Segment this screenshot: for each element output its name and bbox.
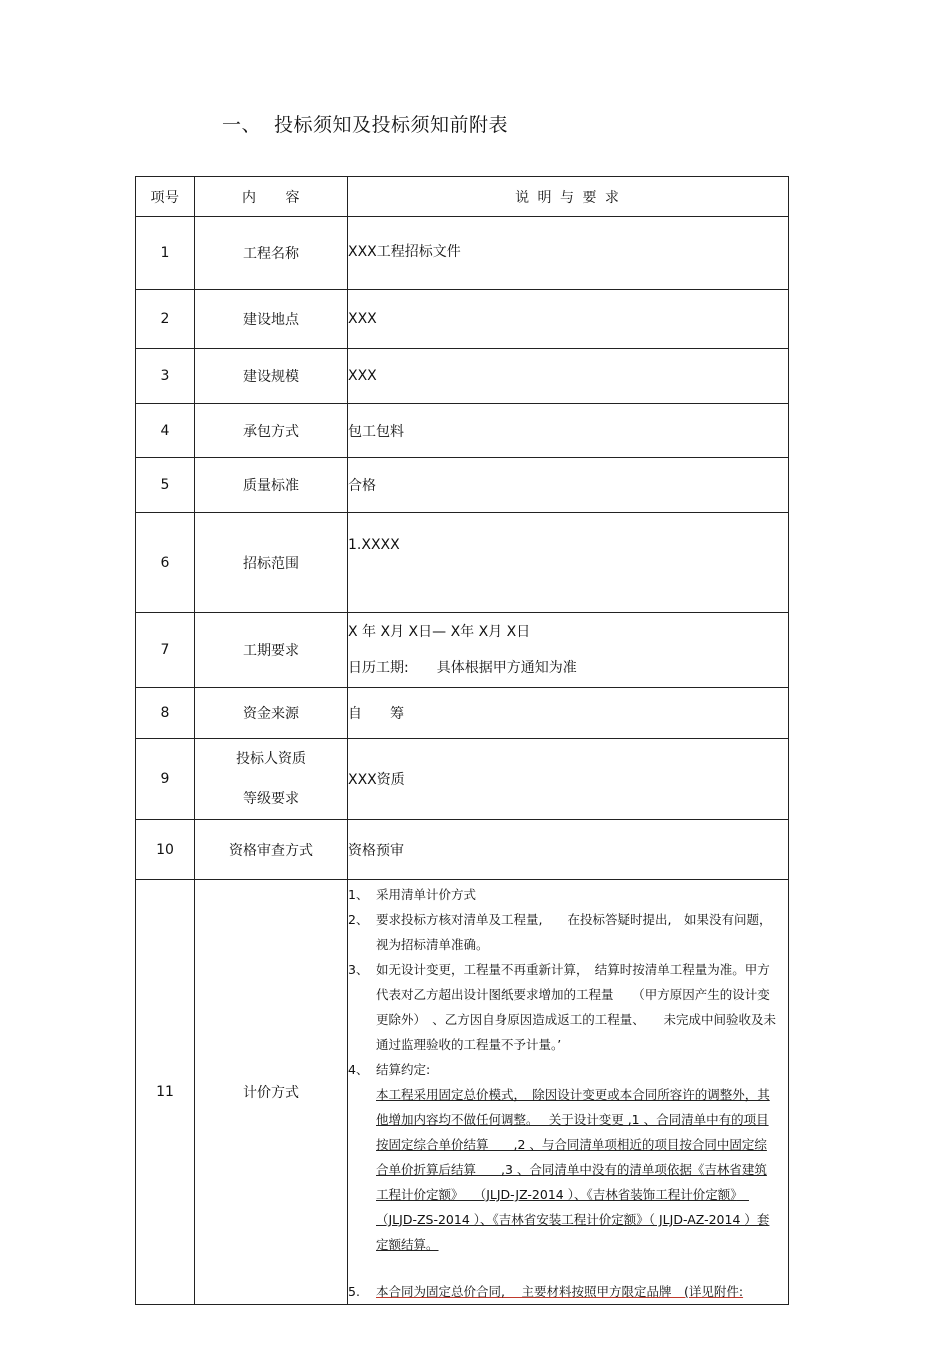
heading-number: 一、 xyxy=(222,114,262,136)
row-item: 承包方式 xyxy=(195,404,348,458)
table-header-row xyxy=(136,177,789,217)
row-item xyxy=(195,739,348,820)
row-desc: 自 筹 xyxy=(348,688,789,739)
table-row xyxy=(136,458,789,513)
page-heading xyxy=(222,110,508,137)
row-desc xyxy=(348,613,789,688)
row-num: 1 xyxy=(136,217,195,290)
row-num: 9 xyxy=(136,739,195,820)
table-row xyxy=(136,404,789,458)
row-num: 3 xyxy=(136,349,195,404)
table-row xyxy=(136,880,789,1305)
row-item: 资金来源 xyxy=(195,688,348,739)
rule-item: 5. 本合同为固定总价合同, 主要材料按照甲方限定品牌 (详见附件: xyxy=(348,1284,744,1299)
row-num: 10 xyxy=(136,820,195,880)
row-num: 2 xyxy=(136,290,195,349)
table-row xyxy=(136,613,789,688)
table-row xyxy=(136,820,789,880)
header-desc: 说 明 与 要 求 xyxy=(348,177,789,217)
row-num: 4 xyxy=(136,404,195,458)
row-item-line1: 投标人资质 xyxy=(236,751,306,767)
row-desc: 资格预审 xyxy=(348,820,789,880)
row-desc: XXX工程招标文件 xyxy=(348,217,789,290)
schedule-dates: X 年 X月 X日— X年 X月 X日 xyxy=(348,624,531,640)
row-desc: 包工包料 xyxy=(348,404,789,458)
row-item: 招标范围 xyxy=(195,513,348,613)
row-desc: XXX资质 xyxy=(348,739,789,820)
row-item: 建设地点 xyxy=(195,290,348,349)
row-item-line2: 等级要求 xyxy=(243,791,299,807)
row-desc: XXX xyxy=(348,349,789,404)
table-row xyxy=(136,349,789,404)
row-num: 8 xyxy=(136,688,195,739)
table-row xyxy=(136,688,789,739)
table-row xyxy=(136,513,789,613)
rule-item: 1、 采用清单计价方式 xyxy=(348,887,477,902)
row-desc: XXX xyxy=(348,290,789,349)
row-num: 5 xyxy=(136,458,195,513)
row-desc: 合格 xyxy=(348,458,789,513)
bid-notice-table xyxy=(135,176,789,1305)
pricing-rules xyxy=(348,880,789,1305)
row-num: 7 xyxy=(136,613,195,688)
row-num: 6 xyxy=(136,513,195,613)
rule-item: 4、 结算约定: xyxy=(348,1062,431,1077)
rule-item: 本工程采用固定总价模式， 除因设计变更或本合同所容许的调整外，其他增加内容均不做任何调整。 关于设计变更 ,1 、合同清单中有的项目按固定综合单价结算 ,2 、与合同清单项相近的项目按合同中固定综合单价折算后结算 ,3 、合同清单中没有的清单项依据《吉林省建筑工程计价定额》 （JLJD-JZ-2014 ）、《吉林省装饰工程计价定额》 （JLJD-ZS-2014 ）、《吉林省安装工程计价定额》（ JLJD-AZ-2014 ）套定额结算。 xyxy=(376,1087,770,1252)
row-item: 质量标准 xyxy=(195,458,348,513)
row-item: 工期要求 xyxy=(195,613,348,688)
heading-title: 投标须知及投标须知前附表 xyxy=(274,114,509,136)
table-row xyxy=(136,217,789,290)
row-item: 资格审查方式 xyxy=(195,820,348,880)
row-num: 11 xyxy=(136,880,195,1305)
row-item: 建设规模 xyxy=(195,349,348,404)
header-item: 内 容 xyxy=(195,177,348,217)
header-num: 项号 xyxy=(136,177,195,217)
rule-item: 3、 如无设计变更，工程量不再重新计算， 结算时按清单工程量为准。甲方代表对乙方超出设计图纸要求增加的工程量 （甲方原因产生的设计变更除外） 、乙方因自身原因造成返工的工程量、 未完成中间验收及未通过监理验收的工程量不予计量。’ xyxy=(348,962,777,1052)
row-item: 计价方式 xyxy=(195,880,348,1305)
row-item: 工程名称 xyxy=(195,217,348,290)
schedule-note: 日历工期: 具体根据甲方通知为准 xyxy=(348,660,577,676)
table-row xyxy=(136,290,789,349)
table-row xyxy=(136,739,789,820)
rule-item: 2、 要求投标方核对清单及工程量, 在投标答疑时提出, 如果没有问题，视为招标清单准确。 xyxy=(348,912,772,952)
row-desc: 1.XXXX xyxy=(348,513,789,613)
